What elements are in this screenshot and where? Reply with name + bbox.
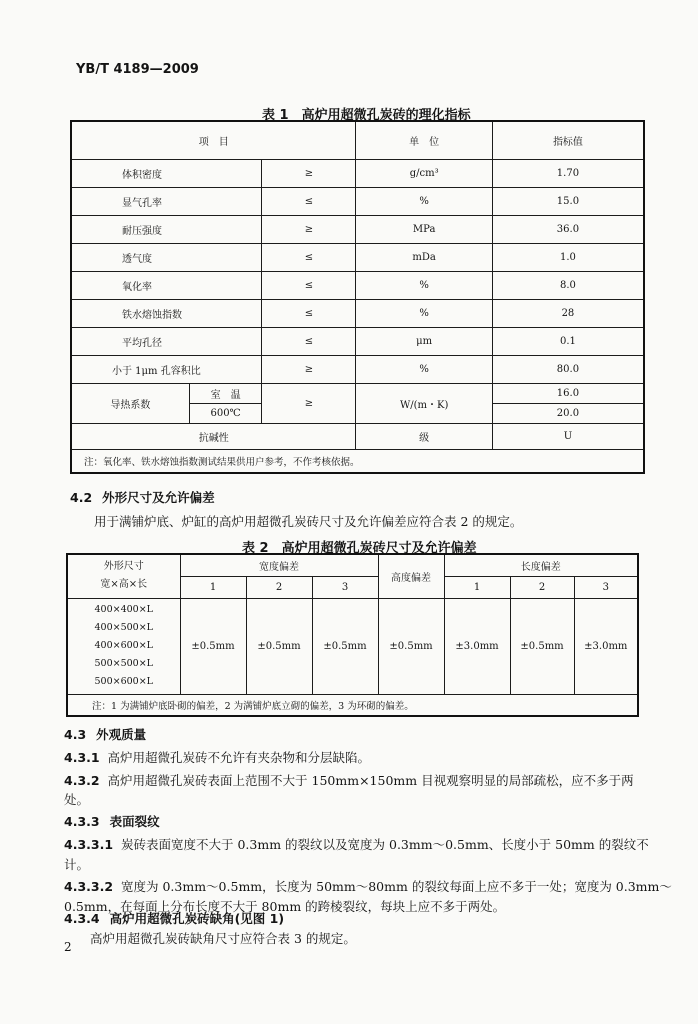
t1-value: 28 bbox=[492, 299, 644, 327]
t2-value: ±0.5mm bbox=[180, 598, 246, 694]
t2-size: 400×500×L bbox=[94, 622, 153, 633]
table-row bbox=[71, 215, 644, 243]
clause-text: 宽度为 0.3mm～0.5mm，长度为 50mm～80mm 的裂纹每面上应不多于一处；宽度为 0.3mm～ bbox=[121, 879, 672, 894]
section-4-2-text: 用于满铺炉底、炉缸的高炉用超微孔炭砖尺寸及允许偏差应符合表 2 的规定。 bbox=[94, 514, 523, 529]
t2-size: 400×600×L bbox=[94, 640, 153, 651]
clause-number: 4.3.3.2 bbox=[64, 879, 114, 894]
t1-value: 8.0 bbox=[492, 271, 644, 299]
t2-col-length-3: 3 bbox=[574, 576, 638, 598]
t1-item-name: 显气孔率 bbox=[71, 187, 262, 215]
t2-size: 500×500×L bbox=[94, 658, 153, 669]
t1-unit: % bbox=[356, 187, 492, 215]
table-row bbox=[71, 383, 644, 403]
t2-value: ±3.0mm bbox=[444, 598, 510, 694]
t1-unit: % bbox=[356, 299, 492, 327]
t1-operator: ≤ bbox=[262, 271, 356, 299]
t1-operator: ≤ bbox=[262, 243, 356, 271]
clause-4-3-4-text: 高炉用超微孔炭砖缺角尺寸应符合表 3 的规定。 bbox=[90, 931, 356, 946]
t1-value: 1.70 bbox=[492, 159, 644, 187]
t2-value: ±0.5mm bbox=[246, 598, 312, 694]
page-number: 2 bbox=[64, 940, 72, 954]
t1-operator: ≥ bbox=[262, 159, 356, 187]
t2-header-size-line2: 宽×高×长 bbox=[100, 579, 148, 591]
clause-4-3-3-1-line2: 计。 bbox=[64, 857, 90, 872]
table-row bbox=[71, 423, 644, 449]
clause-4-3-2-line1 bbox=[64, 771, 634, 789]
table-row bbox=[71, 243, 644, 271]
t2-col-width-3: 3 bbox=[312, 576, 378, 598]
t2-value: ±0.5mm bbox=[378, 598, 444, 694]
t1-value: 36.0 bbox=[492, 215, 644, 243]
t1-alkali-name: 抗碱性 bbox=[71, 423, 356, 449]
t2-col-width-1: 1 bbox=[180, 576, 246, 598]
t2-header-length: 长度偏差 bbox=[444, 554, 638, 576]
section-4-2-heading bbox=[70, 488, 215, 506]
t1-alkali-value: U bbox=[492, 423, 644, 449]
section-number: 4.2 bbox=[70, 490, 93, 505]
t1-thermal-600c: 600℃ bbox=[189, 403, 262, 423]
t1-value: 80.0 bbox=[492, 355, 644, 383]
t1-header-unit: 单 位 bbox=[356, 121, 492, 159]
t1-item-name: 耐压强度 bbox=[71, 215, 262, 243]
t2-size: 500×600×L bbox=[94, 676, 153, 687]
t1-item-name: 平均孔径 bbox=[71, 327, 262, 355]
t1-thermal-unit: W/(m・K) bbox=[356, 383, 492, 423]
t1-alkali-unit: 级 bbox=[356, 423, 492, 449]
clause-4-3-3-2-line2: 0.5mm，在每面上分布长度不大于 80mm 的跨棱裂纹，每块上应不多于两处。 bbox=[64, 899, 506, 914]
t2-size: 400×400×L bbox=[94, 604, 153, 615]
clause-number: 4.3.2 bbox=[64, 773, 100, 788]
section-4-3-heading bbox=[64, 725, 146, 743]
clause-number: 4.3.3.1 bbox=[64, 837, 114, 852]
clause-4-3-3-heading bbox=[64, 812, 160, 830]
section-title: 外观质量 bbox=[96, 727, 147, 742]
clause-4-3-3-1-line1 bbox=[64, 835, 649, 853]
t1-thermal-operator: ≥ bbox=[262, 383, 356, 423]
t1-note: 注：氧化率、铁水熔蚀指数测试结果供用户参考，不作考核依据。 bbox=[71, 449, 644, 473]
table-row bbox=[71, 327, 644, 355]
t1-unit: g/cm³ bbox=[356, 159, 492, 187]
t1-unit: % bbox=[356, 271, 492, 299]
t1-thermal-name: 导热系数 bbox=[71, 383, 189, 423]
t2-header-height: 高度偏差 bbox=[378, 554, 444, 598]
clause-text: 炭砖表面宽度不大于 0.3mm 的裂纹以及宽度为 0.3mm～0.5mm、长度小于 50mm 的裂纹不 bbox=[121, 837, 649, 852]
t2-col-length-2: 2 bbox=[510, 576, 574, 598]
t1-header-item: 项 目 bbox=[71, 121, 356, 159]
table-row bbox=[67, 598, 638, 694]
t1-thermal-value-600c: 20.0 bbox=[492, 403, 644, 423]
t1-thermal-room-temp: 室 温 bbox=[189, 383, 262, 403]
t1-operator: ≥ bbox=[262, 355, 356, 383]
clause-4-3-1 bbox=[64, 748, 370, 766]
t1-item-name: 氧化率 bbox=[71, 271, 262, 299]
t2-col-width-2: 2 bbox=[246, 576, 312, 598]
t1-operator: ≤ bbox=[262, 299, 356, 327]
table1-caption: 表 1 高炉用超微孔炭砖的理化指标 bbox=[262, 108, 471, 123]
t1-value: 1.0 bbox=[492, 243, 644, 271]
table-row bbox=[71, 187, 644, 215]
table-row bbox=[71, 271, 644, 299]
clause-4-3-4-heading bbox=[64, 909, 284, 927]
t2-value: ±0.5mm bbox=[312, 598, 378, 694]
t1-operator: ≤ bbox=[262, 327, 356, 355]
clause-text: 高炉用超微孔炭砖不允许有夹杂物和分层缺陷。 bbox=[107, 750, 371, 765]
t1-unit: mDa bbox=[356, 243, 492, 271]
clause-text: 高炉用超微孔炭砖表面上范围不大于 150mm×150mm 目视观察明显的局部疏松，应不多于两 bbox=[107, 773, 634, 788]
t1-item-name: 铁水熔蚀指数 bbox=[71, 299, 262, 327]
t1-operator: ≤ bbox=[262, 187, 356, 215]
t1-unit: μm bbox=[356, 327, 492, 355]
table-row bbox=[71, 449, 644, 473]
section-number: 4.3 bbox=[64, 727, 87, 742]
clause-number: 4.3.4 bbox=[64, 911, 100, 926]
table2-caption: 表 2 高炉用超微孔炭砖尺寸及允许偏差 bbox=[242, 541, 477, 556]
t1-header-value: 指标值 bbox=[492, 121, 644, 159]
t2-col-length-1: 1 bbox=[444, 576, 510, 598]
t1-thermal-value-room: 16.0 bbox=[492, 383, 644, 403]
clause-title: 高炉用超微孔炭砖缺角(见图 1) bbox=[109, 911, 285, 926]
t2-note: 注：1 为满铺炉底卧砌的偏差，2 为满铺炉底立砌的偏差，3 为环砌的偏差。 bbox=[67, 694, 638, 716]
t1-item-name: 透气度 bbox=[71, 243, 262, 271]
t1-unit: MPa bbox=[356, 215, 492, 243]
t1-value: 15.0 bbox=[492, 187, 644, 215]
clause-number: 4.3.1 bbox=[64, 750, 100, 765]
table-row bbox=[71, 299, 644, 327]
t2-value: ±3.0mm bbox=[574, 598, 638, 694]
table-row bbox=[67, 694, 638, 716]
section-title: 外形尺寸及允许偏差 bbox=[102, 490, 215, 505]
table1-physical-chemical-indices bbox=[70, 120, 645, 474]
standard-code: YB/T 4189—2009 bbox=[76, 62, 199, 77]
t1-value: 0.1 bbox=[492, 327, 644, 355]
table2-size-tolerances bbox=[66, 553, 639, 717]
t2-value: ±0.5mm bbox=[510, 598, 574, 694]
clause-number: 4.3.3 bbox=[64, 814, 100, 829]
t2-size-list bbox=[67, 598, 180, 694]
table-row bbox=[71, 355, 644, 383]
t1-operator: ≥ bbox=[262, 215, 356, 243]
t1-unit: % bbox=[356, 355, 492, 383]
t2-header-size-line1: 外形尺寸 bbox=[103, 561, 144, 573]
clause-4-3-3-2-line1 bbox=[64, 877, 672, 895]
t1-item-name: 体积密度 bbox=[71, 159, 262, 187]
clause-4-3-2-line2: 处。 bbox=[64, 792, 90, 807]
table-row bbox=[71, 159, 644, 187]
t1-item-name: 小于 1μm 孔容积比 bbox=[71, 355, 262, 383]
t2-header-size bbox=[67, 554, 180, 598]
clause-title: 表面裂纹 bbox=[109, 814, 160, 829]
t2-header-width: 宽度偏差 bbox=[180, 554, 378, 576]
